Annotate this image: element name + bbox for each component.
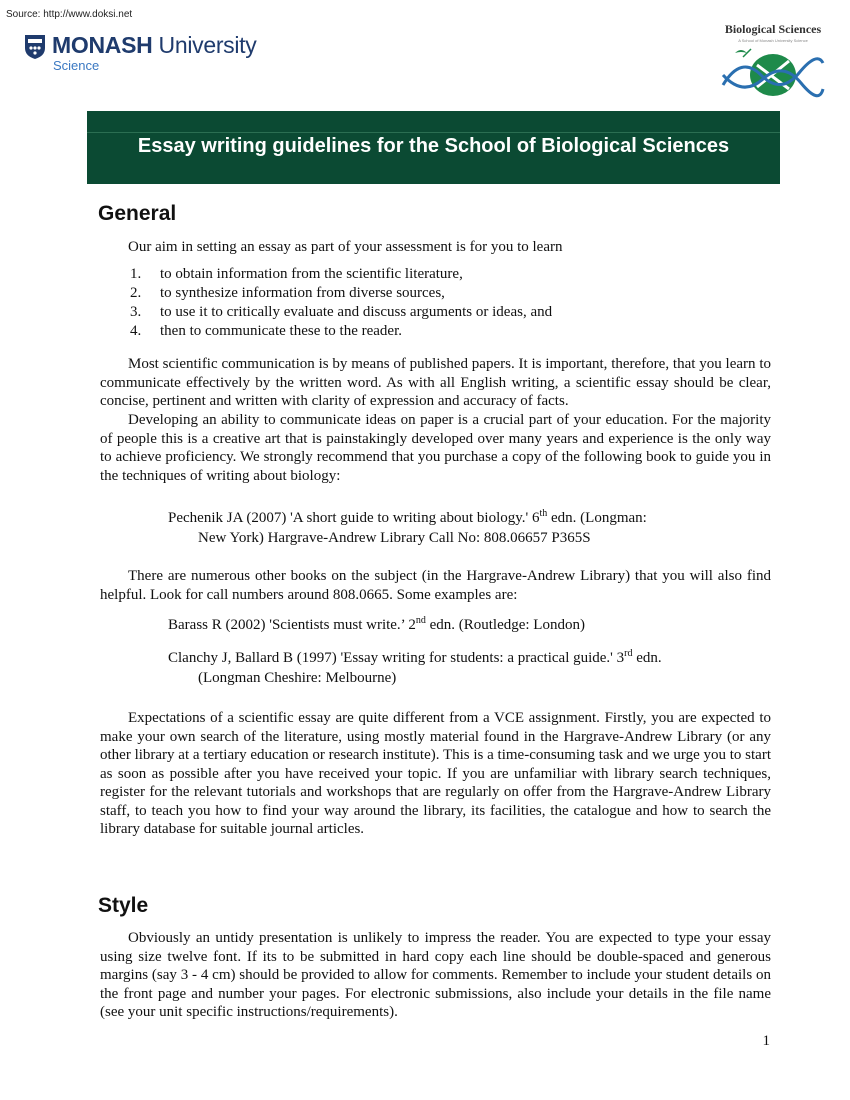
- general-paragraph-2: Developing an ability to communicate ideas on paper is a crucial part of your education. For the majority of people this is a creative art that is painstakingly developed over many years and experience is the only way to achieve proficiency. We strongly recommend that you purchase a copy of the following book to guide you in the techniques of writing about biology:: [100, 412, 771, 484]
- globe-dna-icon: [721, 45, 825, 99]
- biological-sciences-logo: [718, 22, 828, 104]
- heading-style: Style: [98, 894, 149, 917]
- heading-general: General: [98, 202, 177, 225]
- monash-logo: [24, 34, 256, 72]
- list-item: 1. to obtain information from the scientific literature,: [130, 266, 463, 282]
- general-paragraph-1: Most scientific communication is by means of published papers. It is important, therefore, that you learn to communicate effectively by the written word. As with all English writing, a scientific essay should be clear, concise, pertinent and written with clarity of expression and accuracy of facts.: [100, 356, 771, 409]
- list-item: 4. then to communicate these to the reader.: [130, 323, 402, 339]
- monash-name: MONASH University: [52, 32, 257, 58]
- style-paragraph-1: Obviously an untidy presentation is unlikely to impress the reader. You are expected to type your essay using size twelve font. If its to be submitted in hard copy each line should be double-spaced and generous margins (say 3 - 4 cm) should be provided to allow for comments. Remember to include your student details on the front page and number your pages. For electronic submissions, also include your details in the file name (see your unit specific instructions/requirements).: [100, 930, 771, 1020]
- list-item: 2. to synthesize information from diverse sources,: [130, 285, 445, 301]
- source-url: Source: http://www.doksi.net: [6, 9, 133, 20]
- aims-list: [130, 265, 552, 341]
- banner-divider: [87, 132, 780, 133]
- general-paragraph-4: Expectations of a scientific essay are quite different from a VCE assignment. Firstly, you are expected to make your own search of the literature, using mostly material found in the Hargrave-Andrew Library (or any other library at a tertiary education or research institute). This is a time-consuming task and we urge you to start as soon as possible after you have received your topic. If you are unfamiliar with library search techniques, register for the relevant tutorials and workshops that are regularly on offer from the Hargrave-Andrew Library staff, to teach you how to find your way around the library, its facilities, the catalogue and how to search the library database for suitable journal articles.: [100, 710, 771, 837]
- reference-pechenik: Pechenik JA (2007) 'A short guide to writing about biology.' 6th edn. (Longman: New York) Hargrave-Andrew Library Call No: 808.06657 P365S: [168, 508, 647, 546]
- bio-logo-subtitle: A School of Monash University Science: [738, 38, 808, 43]
- general-paragraph-3: There are numerous other books on the subject (in the Hargrave-Andrew Library) that you will also find helpful. Look for call numbers around 808.0665. Some examples are:: [100, 568, 771, 603]
- reference-clanchy: Clanchy J, Ballard B (1997) 'Essay writing for students: a practical guide.' 3rd edn. (Longman Cheshire: Melbourne): [168, 648, 662, 686]
- title-banner: [87, 111, 780, 184]
- list-item: 3. to use it to critically evaluate and discuss arguments or ideas, and: [130, 304, 553, 320]
- faculty-name: Science: [53, 58, 100, 73]
- document-title: Essay writing guidelines for the School of Biological Sciences: [137, 135, 730, 157]
- monash-crest-icon: [24, 34, 46, 60]
- general-intro: Our aim in setting an essay as part of your assessment is for you to learn: [128, 239, 563, 255]
- page-number: 1: [762, 1033, 770, 1049]
- reference-barass: Barass R (2002) 'Scientists must write.’ 2nd edn. (Routledge: London): [168, 615, 585, 633]
- bio-logo-title: Biological Sciences: [724, 22, 822, 36]
